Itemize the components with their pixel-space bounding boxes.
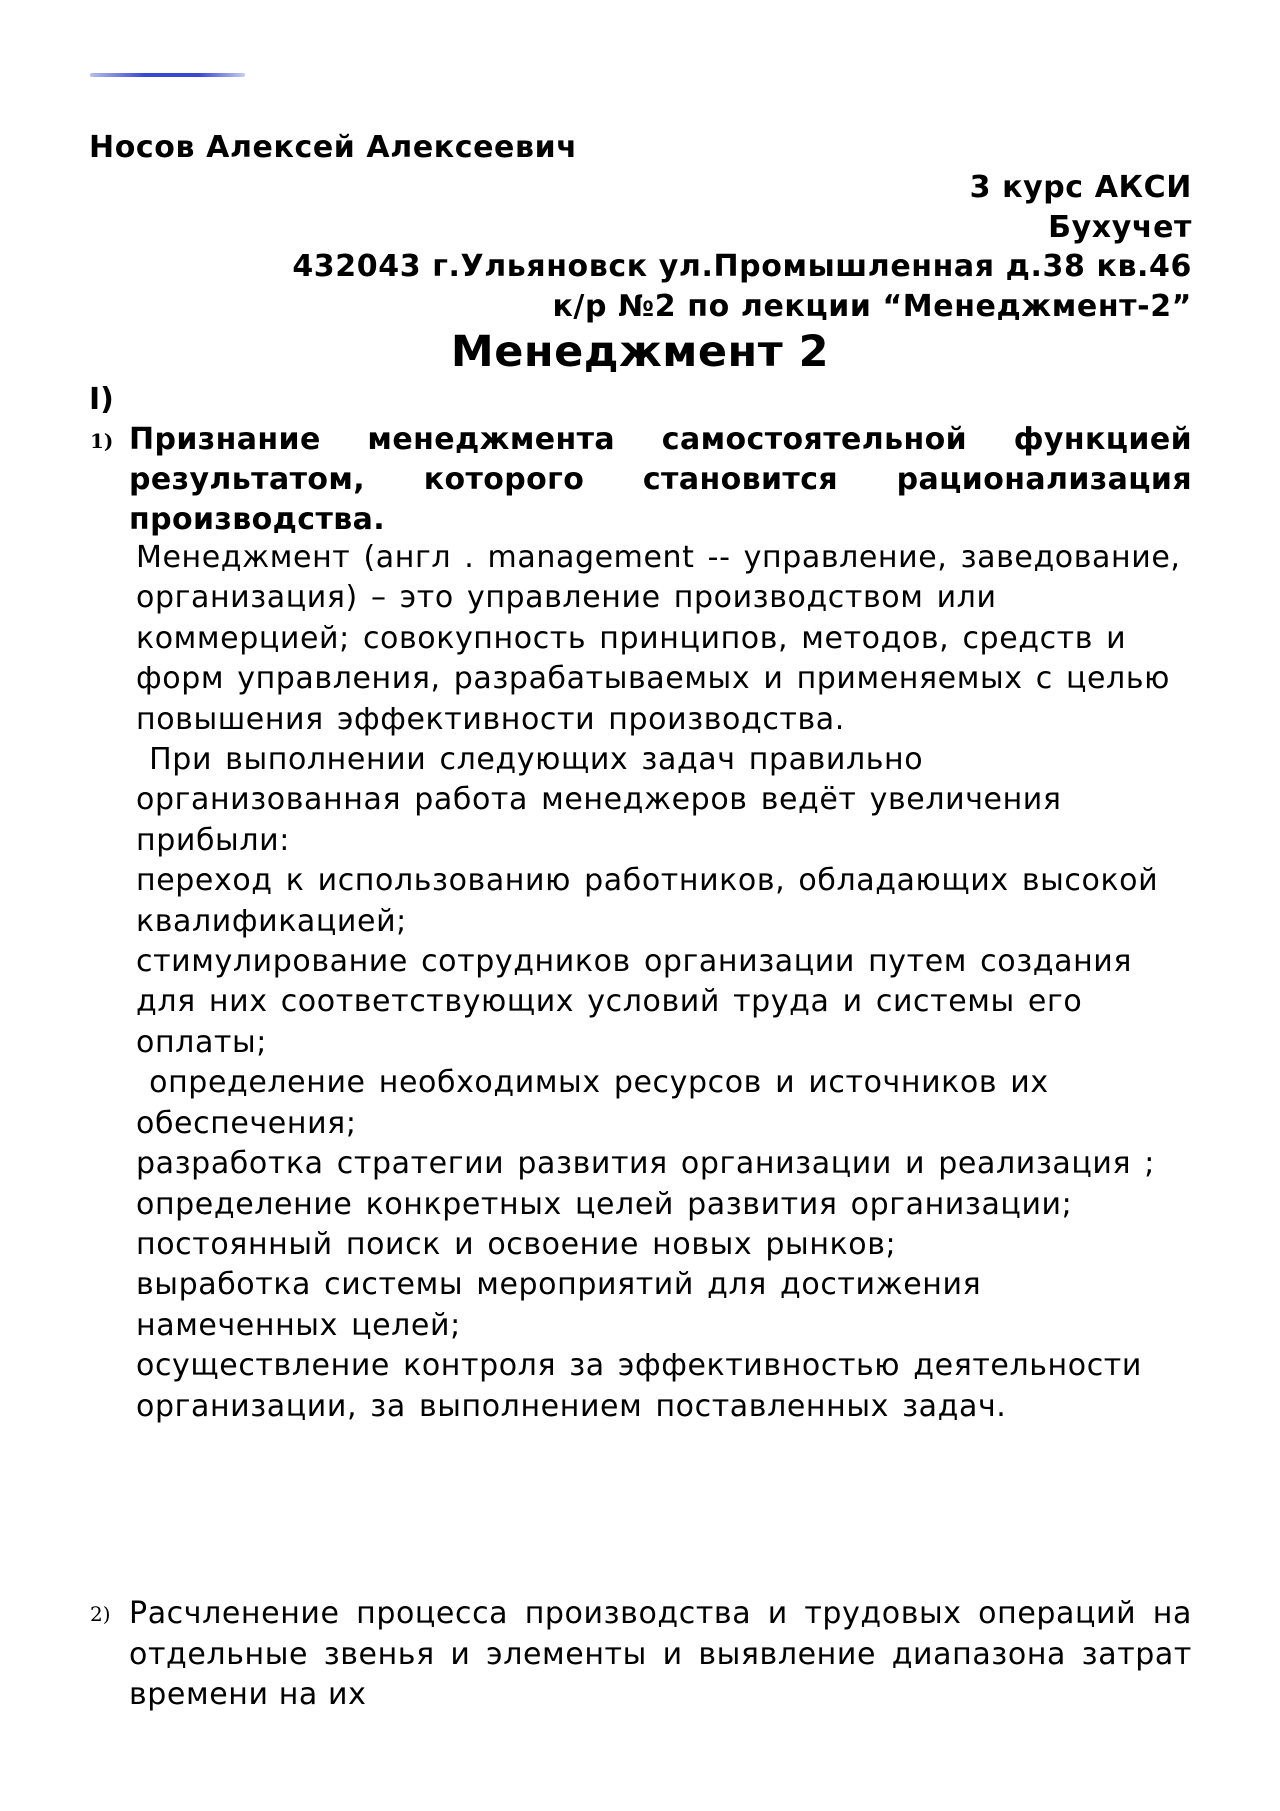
intro-paragraph: При выполнении следующих задач правильно организованная работа менеджеров ведёт увеличения прибыли:: [136, 742, 1075, 858]
item1-number: 1): [90, 429, 114, 453]
specialty: Бухучет: [1048, 210, 1192, 245]
item2-text: Расчленение процесса производства и трудовых операций на отдельные звенья и элементы и выявление диапазона затрат времени на их: [129, 1596, 1192, 1712]
definition-paragraph: Менеджмент (англ . management -- управление, заведование, организация) – это управление производством или коммерцией; совокупность принципов, методов, средств и форм управления, разрабатываемых и применяемых с целью повышения эффективности производства.: [136, 540, 1181, 737]
address: 432043 г.Ульяновск ул.Промышленная д.38 кв.46: [292, 249, 1192, 284]
item2-number: 2): [90, 1602, 111, 1626]
author-name: Носов Алексей Алексеевич: [89, 130, 578, 165]
task-item: стимулирование сотрудников организации путем создания для них соответствующих условий труда и системы его оплаты;: [136, 944, 1133, 1060]
task-item: определение конкретных целей развития организации;: [136, 1186, 1073, 1222]
task-item: постоянный поиск и освоение новых рынков;: [136, 1226, 897, 1262]
course-info: 3 курс АКСИ: [969, 170, 1192, 205]
task-item: осуществление контроля за эффективностью деятельности организации, за выполнением поставленных задач.: [136, 1348, 1142, 1424]
assignment-title: к/р №2 по лекции “Менеджмент-2”: [552, 289, 1192, 324]
section-marker: I): [89, 382, 114, 417]
decorative-top-line: [90, 73, 245, 77]
task-item: выработка системы мероприятий для достижения намеченных целей;: [136, 1267, 982, 1343]
item1-heading: Признание менеджмента самостоятельной функцией результатом, которого становится рационализация производства.: [129, 422, 1192, 537]
page-title: Менеджмент 2: [450, 327, 830, 377]
item1-body: [136, 538, 1192, 1427]
task-item: определение необходимых ресурсов и источников их обеспечения;: [136, 1065, 1062, 1141]
task-item: разработка стратегии развития организации и реализация ;: [136, 1146, 1155, 1182]
task-item: переход к использованию работников, обладающих высокой квалификацией;: [136, 863, 1159, 939]
